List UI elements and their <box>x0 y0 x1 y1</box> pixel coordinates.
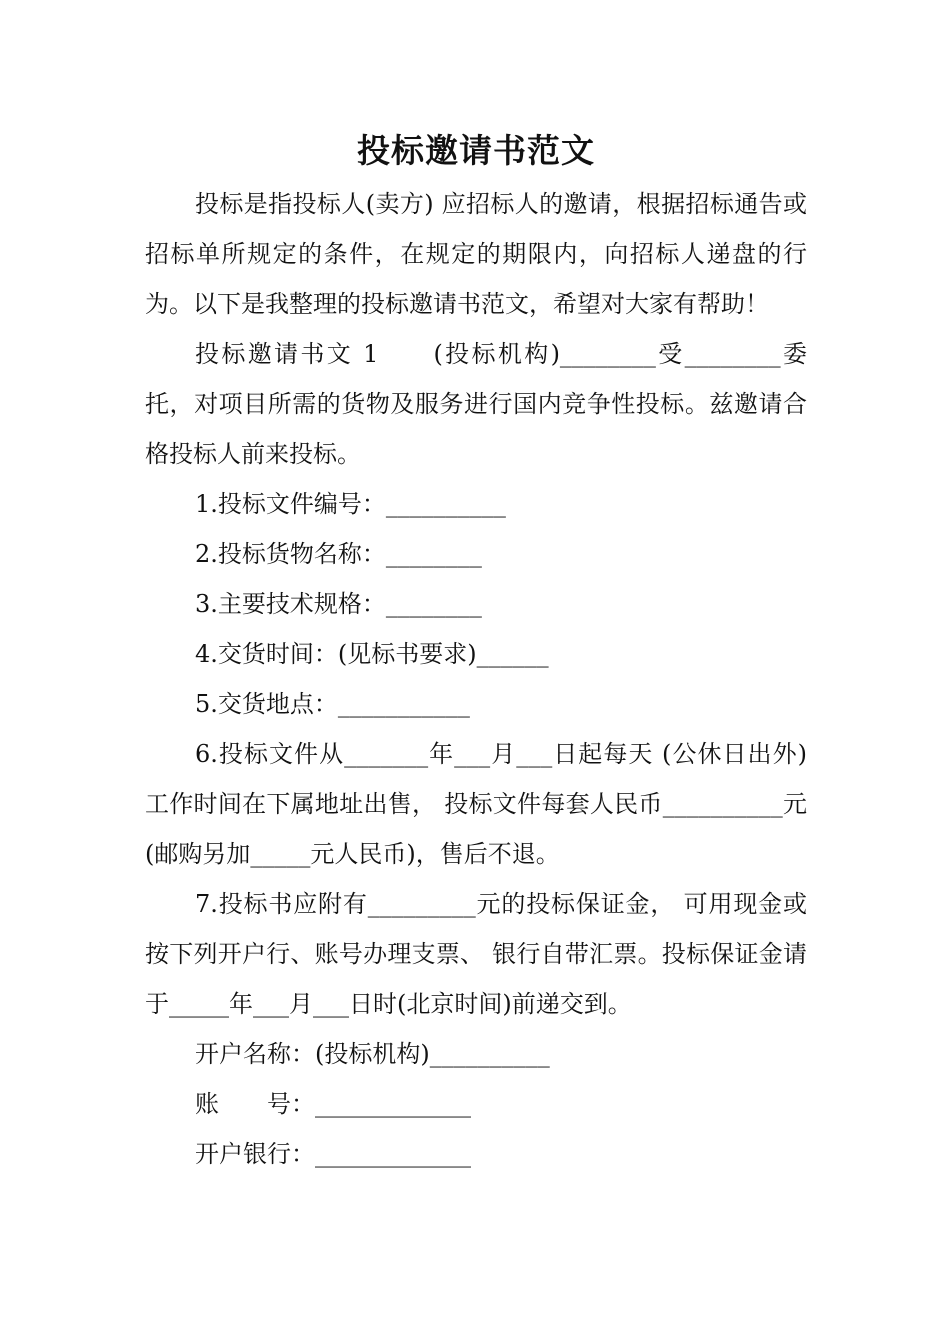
item-delivery-time: 4.交货时间：(见标书要求)______ <box>195 640 549 668</box>
item-bid-bond: 7.投标书应附有_________元的投标保证金， 可用现金或按下列开户行、账号办理支票、 银行自带汇票。投标保证金请于_____年___月___日时(北京时间)前递交到。 <box>145 890 807 1018</box>
item-file-number: 1.投标文件编号：__________ <box>195 490 506 518</box>
intro-paragraph: 投标是指投标人(卖方) 应招标人的邀请，根据招标通告或招标单所规定的条件，在规定的期限内，向招标人递盘的行为。以下是我整理的投标邀请书范文，希望对大家有帮助！ <box>145 190 807 318</box>
document-page <box>145 120 807 1179</box>
item-delivery-place: 5.交货地点：___________ <box>195 690 470 718</box>
document-title: 投标邀请书范文 <box>357 131 595 170</box>
invitation-paragraph: 投标邀请书文 1 (投标机构)________受________委托，对项目所需的货物及服务进行国内竞争性投标。兹邀请合格投标人前来投标。 <box>145 340 807 468</box>
item-sale-period: 6.投标文件从_______年___月___日起每天 (公休日出外)工作时间在下属地址出售， 投标文件每套人民币__________元(邮购另加_____元人民币)，售后不退。 <box>145 740 807 868</box>
account-number: 账 号：_____________ <box>195 1090 471 1118</box>
item-goods-name: 2.投标货物名称：________ <box>195 540 482 568</box>
item-tech-spec: 3.主要技术规格：________ <box>195 590 482 618</box>
account-bank: 开户银行：_____________ <box>195 1140 471 1168</box>
account-name: 开户名称：(投标机构)__________ <box>195 1040 550 1068</box>
